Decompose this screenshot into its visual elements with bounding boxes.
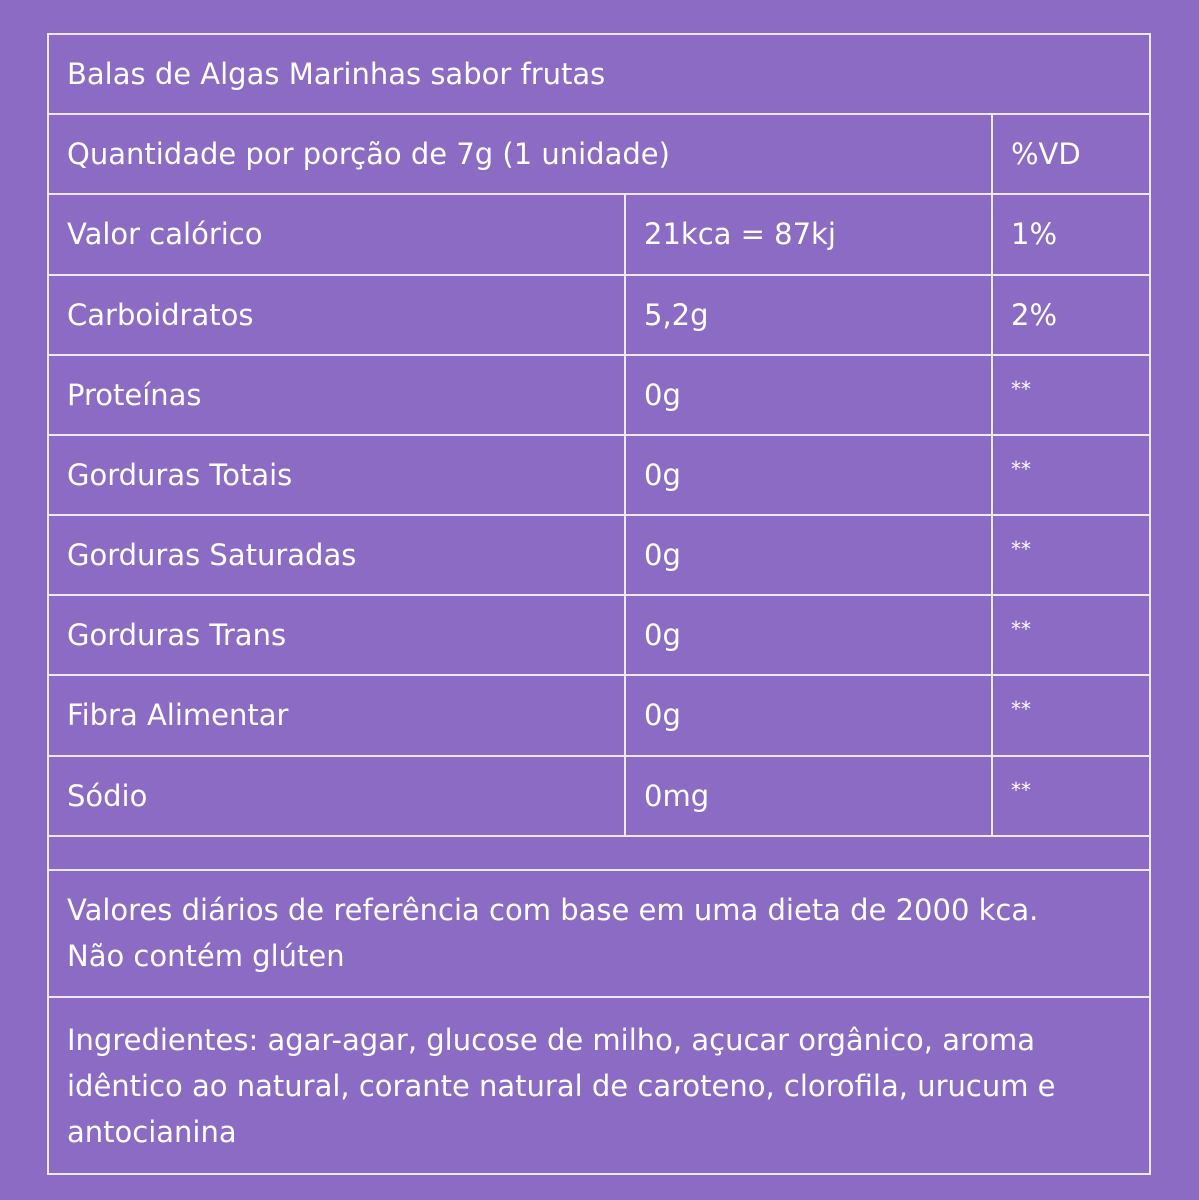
daily-values-note: Valores diários de referência com base em uma dieta de 2000 kca.: [67, 893, 1039, 928]
nutrient-row-valor-calorico: [48, 194, 1150, 274]
nutrient-vd: [992, 756, 1150, 836]
ingredients-line: Ingredientes: agar-agar, glucose de milho, açucar orgânico, aroma: [67, 1022, 1036, 1057]
title-row: [48, 34, 1150, 114]
vd-not-established-mark: **: [1011, 456, 1031, 481]
nutrient-vd: [992, 515, 1150, 595]
vd-not-established-mark: **: [1011, 697, 1031, 722]
nutrient-name: Gorduras Trans: [48, 595, 625, 675]
nutrient-amount: 21kca = 87kj: [625, 194, 992, 274]
spacer-row: [48, 836, 1150, 870]
nutrient-vd: 1%: [992, 194, 1150, 274]
nutrient-name: Proteínas: [48, 355, 625, 435]
portion-label: Quantidade por porção de 7g (1 unidade): [48, 114, 992, 194]
nutrition-facts-table: [47, 33, 1151, 1175]
nutrient-name: Sódio: [48, 756, 625, 836]
product-title: Balas de Algas Marinhas sabor frutas: [48, 34, 1150, 114]
nutrient-amount: 0mg: [625, 756, 992, 836]
footnote-cell: [48, 870, 1150, 997]
nutrient-amount: 0g: [625, 675, 992, 755]
nutrient-row-sodio: [48, 756, 1150, 836]
ingredients-cell: [48, 997, 1150, 1174]
nutrient-name: Gorduras Saturadas: [48, 515, 625, 595]
nutrient-name: Carboidratos: [48, 275, 625, 355]
nutrient-row-carboidratos: [48, 275, 1150, 355]
ingredients-row: [48, 997, 1150, 1174]
nutrient-vd: 2%: [992, 275, 1150, 355]
ingredients-line: antocianina: [67, 1114, 237, 1149]
nutrient-amount: 5,2g: [625, 275, 992, 355]
nutrient-name: Valor calórico: [48, 194, 625, 274]
nutrient-vd: [992, 595, 1150, 675]
header-row: [48, 114, 1150, 194]
nutrient-amount: 0g: [625, 435, 992, 515]
nutrient-amount: 0g: [625, 355, 992, 435]
empty-cell: [48, 836, 1150, 870]
vd-not-established-mark: **: [1011, 777, 1031, 802]
nutrient-row-proteinas: [48, 355, 1150, 435]
nutrient-vd: [992, 675, 1150, 755]
vd-not-established-mark: **: [1011, 376, 1031, 401]
nutrient-amount: 0g: [625, 595, 992, 675]
ingredients-line: idêntico ao natural, corante natural de caroteno, clorofila, urucum e: [67, 1068, 1056, 1103]
vd-not-established-mark: **: [1011, 537, 1031, 562]
nutrient-vd: [992, 355, 1150, 435]
footnote-row: [48, 870, 1150, 997]
nutrient-row-gorduras-saturadas: [48, 515, 1150, 595]
vd-not-established-mark: **: [1011, 617, 1031, 642]
nutrient-row-fibra-alimentar: [48, 675, 1150, 755]
nutrient-name: Gorduras Totais: [48, 435, 625, 515]
nutrient-row-gorduras-totais: [48, 435, 1150, 515]
nutrient-name: Fibra Alimentar: [48, 675, 625, 755]
vd-header: %VD: [992, 114, 1150, 194]
gluten-note: Não contém glúten: [67, 939, 345, 974]
nutrient-vd: [992, 435, 1150, 515]
nutrient-row-gorduras-trans: [48, 595, 1150, 675]
nutrient-amount: 0g: [625, 515, 992, 595]
